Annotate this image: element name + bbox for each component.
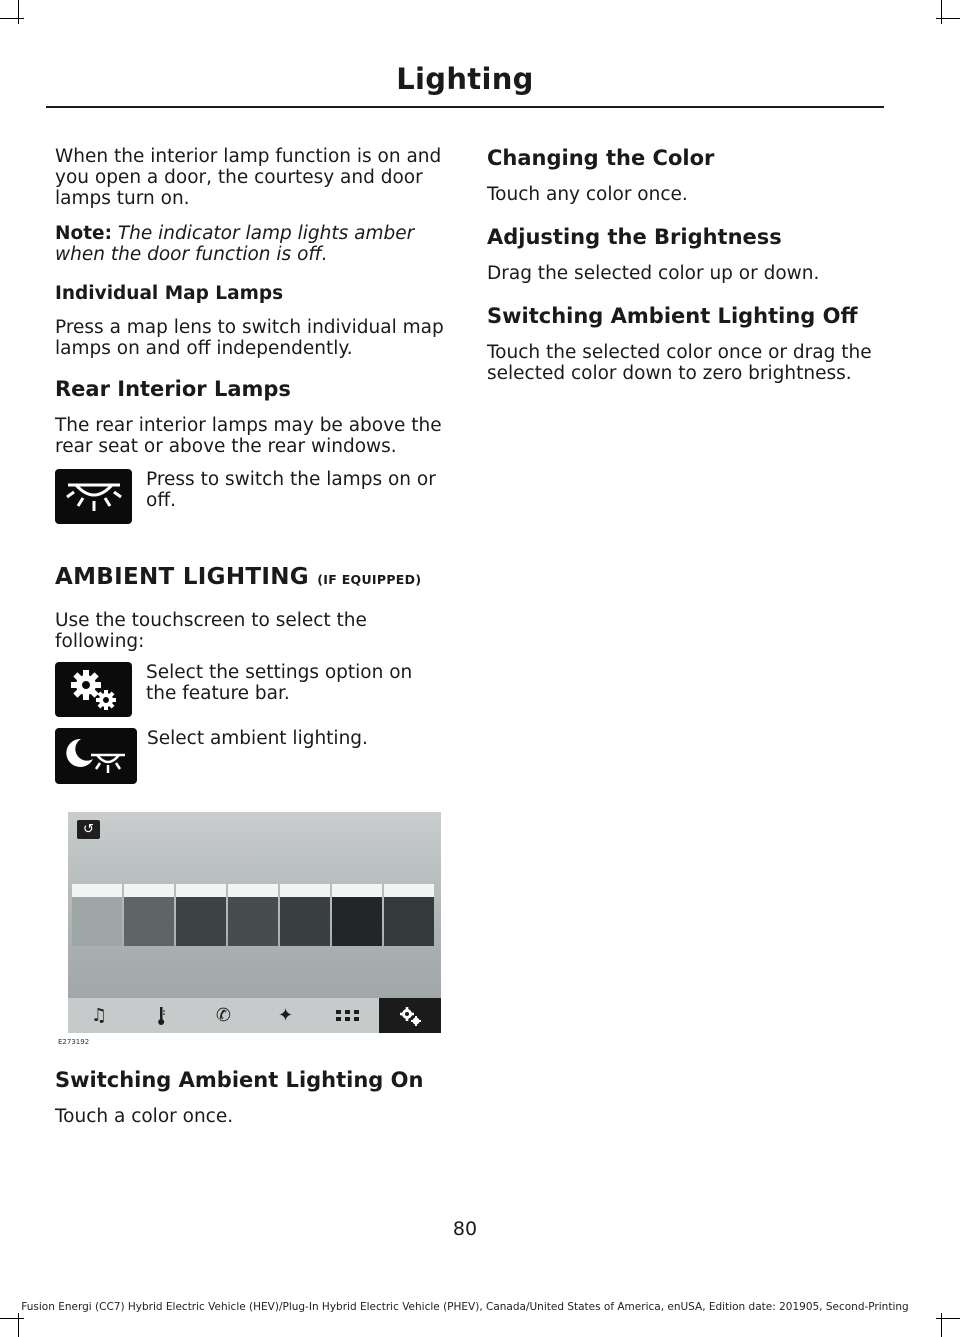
crop-mark	[0, 18, 24, 19]
header-rule	[46, 106, 884, 108]
change-color-text: Touch any color once.	[487, 184, 688, 205]
footer-text: Fusion Energi (CC7) Hybrid Electric Vehicle (HEV)/Plug-In Hybrid Electric Vehicle (PHEV), Canada/United States of America, enUSA, Edition date: 201905, Second-Printing	[21, 1301, 909, 1313]
page-number: 80	[452, 1218, 478, 1240]
crop-mark	[0, 1318, 24, 1319]
feature-bar	[68, 998, 441, 1033]
note-text: The indicator lamp lights amber when the door function is off.	[55, 223, 415, 265]
color-swatch-3[interactable]	[176, 884, 226, 946]
left-column	[55, 146, 448, 1127]
courtesy-lamp-text: When the interior lamp function is on and you open a door, the courtesy and door lamps turn on.	[55, 146, 442, 209]
change-color-heading: Changing the Color	[487, 146, 715, 170]
page-title: Lighting	[396, 62, 534, 96]
color-swatch-row	[72, 884, 436, 946]
apps-grid-icon[interactable]	[317, 998, 379, 1033]
ambient-off-text: Touch the selected color once or drag the selected color down to zero brightness.	[487, 342, 872, 384]
crop-mark	[18, 1313, 19, 1337]
ambient-instruction-text: Select ambient lighting.	[147, 728, 368, 749]
settings-instruction	[55, 662, 448, 717]
ambient-on-heading: Switching Ambient Lighting On	[55, 1068, 424, 1092]
figure-code: E273192	[58, 1038, 90, 1046]
music-note-icon[interactable]: ♫	[91, 1005, 108, 1026]
rear-lamps-text: The rear interior lamps may be above the rear seat or above the rear windows.	[55, 415, 442, 457]
map-lamps-heading: Individual Map Lamps	[55, 283, 284, 304]
rear-lamps-heading: Rear Interior Lamps	[55, 377, 291, 401]
rear-lamp-icon-text: Press to switch the lamps on or off.	[146, 469, 436, 511]
ambient-lighting-heading	[55, 564, 448, 590]
right-column	[487, 146, 887, 384]
map-lamps-text: Press a map lens to switch individual map lamps on and off independently.	[55, 317, 444, 359]
ambient-lighting-icon	[55, 728, 137, 784]
thermometer-icon[interactable]	[130, 998, 192, 1033]
ambient-off-heading: Switching Ambient Lighting Off	[487, 304, 858, 328]
color-swatch-6[interactable]	[332, 884, 382, 946]
navigation-star-icon[interactable]: ✦	[278, 1005, 294, 1026]
color-swatch-4[interactable]	[228, 884, 278, 946]
brightness-heading: Adjusting the Brightness	[487, 225, 782, 249]
crop-mark	[941, 1313, 942, 1337]
color-swatch-1[interactable]	[72, 884, 122, 946]
ambient-on-text: Touch a color once.	[55, 1106, 234, 1127]
phone-icon[interactable]: ✆	[215, 1005, 231, 1026]
settings-gears-icon[interactable]	[379, 998, 441, 1033]
dome-lamp-icon	[55, 469, 132, 524]
touchscreen-figure	[55, 812, 448, 1046]
color-swatch-7[interactable]	[384, 884, 434, 946]
ambient-intro: Use the touchscreen to select the following:	[55, 610, 367, 652]
crop-mark	[936, 1318, 960, 1319]
ambient-lighting-title: AMBIENT LIGHTING	[55, 564, 309, 590]
color-swatch-2[interactable]	[124, 884, 174, 946]
settings-gears-icon	[55, 662, 132, 717]
back-arrow-icon[interactable]: ↺	[77, 820, 100, 839]
ambient-instruction	[55, 728, 448, 784]
ambient-lighting-qualifier: (IF EQUIPPED)	[317, 572, 422, 587]
crop-mark	[936, 18, 960, 19]
note-label: Note:	[55, 223, 112, 244]
brightness-text: Drag the selected color up or down.	[487, 263, 820, 284]
settings-instruction-text: Select the settings option on the feature bar.	[146, 662, 413, 704]
note	[55, 223, 448, 265]
color-swatch-5[interactable]	[280, 884, 330, 946]
crop-mark	[941, 0, 942, 24]
crop-mark	[18, 0, 19, 24]
rear-lamp-instruction	[55, 469, 448, 524]
touchscreen-display	[68, 812, 441, 1033]
